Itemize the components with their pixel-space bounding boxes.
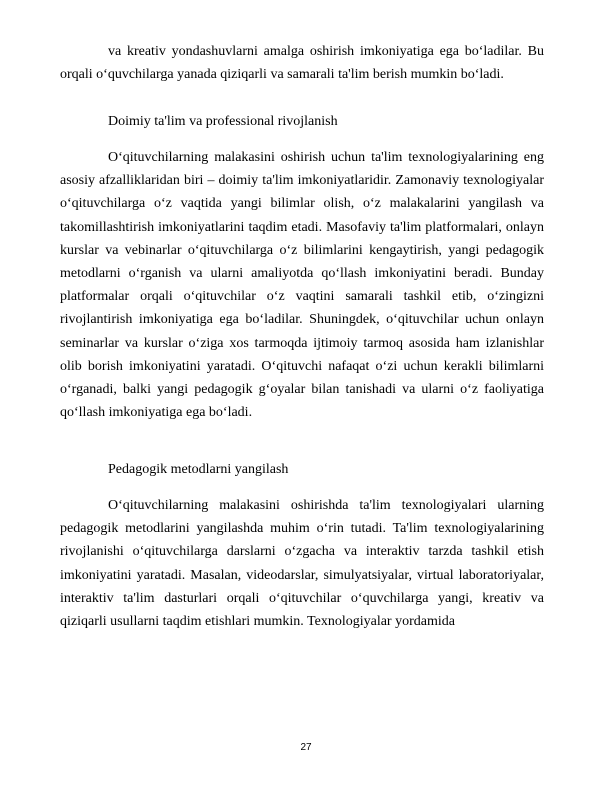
section-heading-pedagogical-methods: Pedagogik metodlarni yangilash — [108, 462, 289, 477]
paragraph-continuation: va kreativ yondashuvlarni amalga oshirish imkoniyatiga ega bo‘ladilar. Bu orqali o‘quvchilarga yanada qiziqarli va samarali ta'lim berish mumkin bo‘ladi. — [60, 44, 544, 83]
page-number: 27 — [300, 742, 312, 753]
paragraph-continuous-learning: O‘qituvchilarning malakasini oshirish uchun ta'lim texnologiyalarining eng asosiy afzalliklaridan biri – doimiy ta'lim imkoniyatlaridir. Zamonaviy texnologiyalar o‘qituvchilarga o‘z vaqtida yangi bilimlar olish, o‘z malakalarini yangilash va takomillashtirish imkoniyatlarini taqdim etadi. Masofaviy ta'lim platformalari, onlayn kurslar va vebinarlar o‘qituvchilarga o‘z bilimlarini kengaytirish, yangi pedagogik metodlarni o‘rganish va ularni amaliyotda qo‘llash imkoniyatini beradi. Bunday platformalar orqali o‘qituvchilar o‘z vaqtini samarali tashkil etib, o‘zingizni rivojlantirish imkoniyatiga ega bo‘ladilar. Shuningdek, o‘qituvchilar uchun onlayn seminarlar va kurslar o‘ziga xos tarmoqda ijtimoiy tarmoq asosida ham izlanishlar olib borish imkoniyatini yaratadi. O‘qituvchi nafaqat o‘zi uchun kerakli bilimlarni o‘rganadi, balki yangi pedagogik g‘oyalar bilan tanishadi va ularni o‘z faoliyatiga qo‘llash imkoniyatiga ega bo‘ladi. — [60, 150, 544, 421]
section-heading-continuous-learning: Doimiy ta'lim va professional rivojlanish — [108, 114, 338, 129]
paragraph-pedagogical-methods: O‘qituvchilarning malakasini oshirishda ta'lim texnologiyalari ularning pedagogik metodlarini yangilashda muhim o‘rin tutadi. Ta'lim texnologiyalarining rivojlanishi o‘qituvchilarga darslarni o‘zgacha va interaktiv tarzda tashkil etish imkoniyatini yaratadi. Masalan, videodarslar, simulyatsiyalar, virtual laboratoriyalar, interaktiv ta'lim dasturlari orqali o‘qituvchilar o‘quvchilarga yangi, kreativ va qiziqarli usullarni taqdim etishlari mumkin. Texnologiyalar yordamida — [60, 498, 544, 630]
